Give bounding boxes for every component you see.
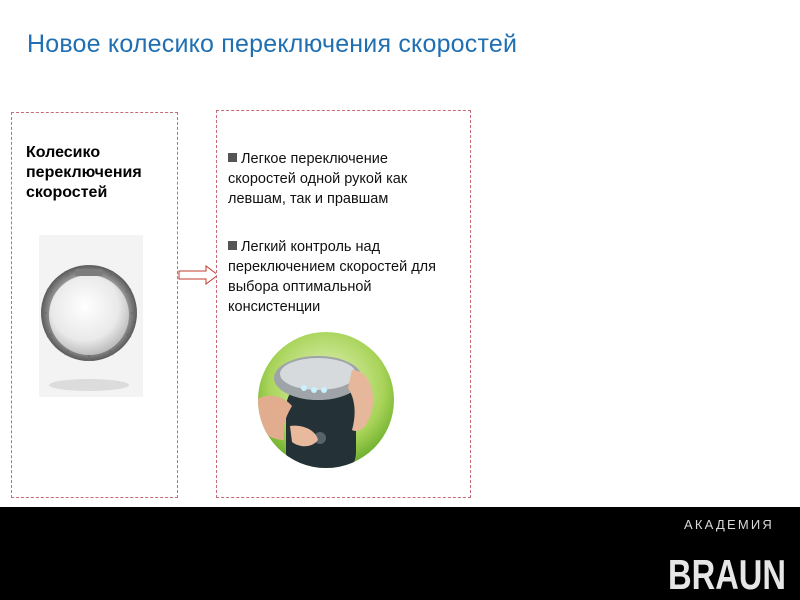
left-heading-line-3: скоростей xyxy=(26,184,108,201)
left-panel-heading xyxy=(26,143,142,203)
left-heading-line-2: переключения xyxy=(26,164,142,181)
hand-operating-dial-icon xyxy=(256,330,396,470)
svg-text:BRAUN: BRAUN xyxy=(668,551,786,593)
footer-bar xyxy=(0,507,800,600)
benefit-bullet-1 xyxy=(228,149,458,209)
arrow-right-icon xyxy=(178,265,220,285)
left-panel xyxy=(11,112,178,498)
speed-dial-image xyxy=(39,235,143,397)
speed-dial-icon xyxy=(39,235,143,397)
slide-title: Новое колесико переключения скоростей xyxy=(27,30,518,58)
braun-logo xyxy=(668,551,788,593)
bullet-square-icon xyxy=(228,241,237,250)
academy-label: АКАДЕМИЯ xyxy=(684,517,774,532)
left-heading-line-1: Колесико xyxy=(26,144,101,161)
benefit-text-2: Легкий контроль над переключением скоростей для выбора оптимальной консистенции xyxy=(228,239,436,315)
bullet-square-icon xyxy=(228,153,237,162)
benefit-bullet-2 xyxy=(228,237,458,317)
benefit-text-1: Легкое переключение скоростей одной рукой как левшам, так и правшам xyxy=(228,151,408,207)
